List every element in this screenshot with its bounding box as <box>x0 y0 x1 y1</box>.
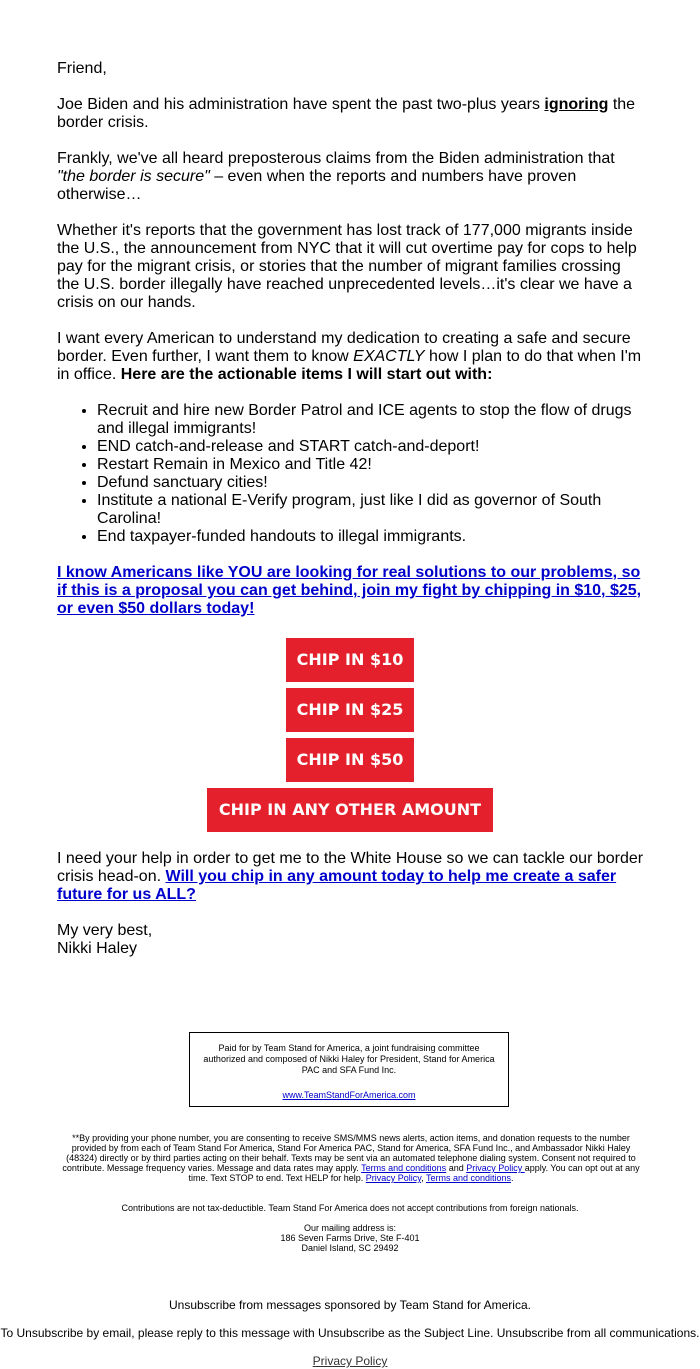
list-item: • End taxpayer-funded handouts to illegal immigrants. <box>97 528 645 546</box>
terms-link[interactable]: Terms and conditions <box>361 1163 447 1173</box>
ignoring-emphasis: ignoring <box>544 96 609 113</box>
signoff-block <box>57 922 645 958</box>
p1-text-end: the border crisis. <box>57 96 636 131</box>
terms-link-2[interactable]: Terms and conditions <box>425 1173 511 1183</box>
privacy-link[interactable]: Privacy Policy <box>466 1163 525 1173</box>
chip-in-50-button[interactable]: CHIP IN $50 <box>286 738 414 782</box>
list-item: • Recruit and hire new Border Patrol and ICE agents to stop the flow of drugs and illegal immigrants! <box>97 402 645 438</box>
mailing-label: Our mailing address is: <box>303 1223 397 1233</box>
mailing-address <box>0 1223 700 1253</box>
paid-for-box <box>189 1032 509 1107</box>
p4-text-end: how I plan to do that when I'm in office. <box>57 348 642 383</box>
and-text: and <box>446 1163 467 1173</box>
list-item: • Restart Remain in Mexico and Title 42! <box>97 456 645 474</box>
contributions-notice: Contributions are not tax-deductible. Team Stand For America does not accept contributions from foreign nationals. <box>121 1203 579 1213</box>
paragraph-reports: Whether it's reports that the government has lost track of 177,000 migrants inside the U.S., the announcement from NYC that it will cut overtime pay for cops to help pay for the migrant crisis, or stories that the number of migrant families crossing the U.S. border illegally have reached unprecedented levels…it's clear we have a crisis on our hands. <box>57 222 637 311</box>
separator: , <box>421 1173 426 1183</box>
privacy-link-2[interactable]: Privacy Policy <box>365 1173 422 1183</box>
closing-text: I need your help in order to get me to the White House so we can tackle our border crisis head-on. <box>57 850 644 885</box>
address-line-1: 186 Seven Farms Drive, Ste F-401 <box>280 1233 420 1243</box>
sms-text-2: apply. You can opt out at any time. Text STOP to end. Text HELP for help. <box>188 1163 640 1183</box>
border-secure-quote: "the border is secure" <box>57 168 210 185</box>
unsubscribe-sponsored[interactable]: Unsubscribe from messages sponsored by Team Stand for America. <box>169 1298 531 1312</box>
p4-text: I want every American to understand my dedication to creating a safe and secure border. Even further, I want them to know <box>57 330 631 365</box>
closing-paragraph <box>57 850 645 904</box>
chip-in-25-button[interactable]: CHIP IN $25 <box>286 688 414 732</box>
period: . <box>511 1173 514 1183</box>
greeting: Friend, <box>57 60 107 77</box>
closing-section <box>57 850 645 976</box>
exactly-emphasis: EXACTLY <box>353 348 425 365</box>
chip-in-cta-link[interactable]: I know Americans like YOU are looking for real solutions to our problems, so if this is a proposal you can get behind, join my fight by chipping in $10, $25, or even $50 dollars today! <box>57 564 642 617</box>
sms-disclaimer <box>58 1133 644 1183</box>
paragraph-dedication <box>57 330 645 384</box>
list-item: • Institute a national E-Verify program, just like I did as governor of South Carolina! <box>97 492 645 528</box>
list-item: • Defund sanctuary cities! <box>97 474 645 492</box>
action-items-list <box>57 402 645 546</box>
p2-text: Frankly, we've all heard preposterous claims from the Biden administration that <box>57 150 615 167</box>
sms-text: **By providing your phone number, you are consenting to receive SMS/MMS news alerts, action items, and donation requests to the number provided by from each of Team Stand For America, Stand For America PAC, Stand for America, SFA Fund Inc., and Ambassador Nikki Haley (48324) directly or by third parties acting on their behalf. Texts may be sent via an automated telephone dialing system. Consent not required to contribute. Message frequency varies. Message and data rates may apply. <box>62 1133 636 1173</box>
p2-text-end: – even when the reports and numbers have proven otherwise… <box>57 168 577 203</box>
cta-paragraph <box>57 564 645 618</box>
privacy-policy-footer <box>0 1354 700 1368</box>
paragraph-claims <box>57 150 645 204</box>
website-link[interactable]: www.TeamStandForAmerica.com <box>282 1090 416 1100</box>
chip-in-other-amount-button[interactable]: CHIP IN ANY OTHER AMOUNT <box>207 788 493 832</box>
list-item: • END catch-and-release and START catch-and-deport! <box>97 438 645 456</box>
privacy-policy-link[interactable]: Privacy Policy <box>312 1354 388 1368</box>
actionable-items-heading: Here are the actionable items I will start out with: <box>120 366 493 383</box>
signoff: My very best, <box>57 922 153 939</box>
donation-buttons <box>0 638 700 838</box>
signature: Nikki Haley <box>57 940 138 957</box>
letter-body <box>57 60 645 636</box>
address-line-2: Daniel Island, SC 29492 <box>301 1243 399 1253</box>
chip-in-10-button[interactable]: CHIP IN $10 <box>286 638 414 682</box>
unsubscribe-email-instructions[interactable]: To Unsubscribe by email, please reply to this message with Unsubscribe as the Subject Line. Unsubscribe from all communications. <box>0 1326 700 1340</box>
paragraph-ignoring <box>57 96 645 132</box>
paid-for-text: Paid for by Team Stand for America, a joint fundraising committee authorized and composed of Nikki Haley for President, Stand for America PAC and SFA Fund Inc. <box>203 1043 495 1075</box>
p1-text: Joe Biden and his administration have spent the past two-plus years <box>57 96 545 113</box>
chip-in-any-amount-link[interactable]: Will you chip in any amount today to help me create a safer future for us ALL? <box>57 868 617 903</box>
